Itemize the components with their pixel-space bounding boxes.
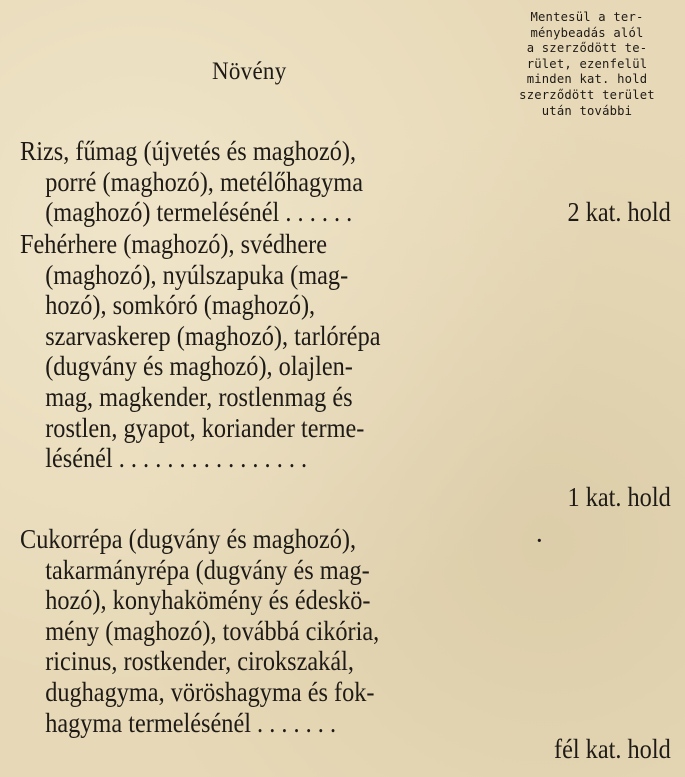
row-text-line: mag, magkender, rostlenmag és — [45, 381, 353, 412]
table-row — [20, 229, 498, 474]
table-row — [20, 524, 498, 738]
row-text-line: takarmányrépa (dugvány és mag- — [45, 554, 370, 585]
column-header-plant: Növény — [212, 58, 287, 85]
row-text-line: Rizs, fűmag (újvetés és maghozó), — [20, 136, 357, 166]
row-value: fél kat. hold — [554, 734, 671, 764]
row-text-line: porré (maghozó), metélőhagyma — [45, 166, 363, 197]
row-text-line: szarvaskerep (maghozó), tarlórépa — [45, 320, 381, 351]
row-text-line: (dugvány és maghozó), olajlen- — [45, 351, 353, 382]
row-text-line: (maghozó), nyúlszapuka (mag- — [45, 259, 349, 290]
row-text-line: rostlen, gyapot, koriander terme- — [45, 412, 365, 443]
header-line: után további — [541, 103, 633, 118]
table-row — [20, 136, 498, 228]
row-text-line: ricinus, rostkender, cirokszakál, — [45, 646, 354, 677]
row-text-line: Fehérhere (maghozó), svédhere — [20, 229, 327, 259]
row-value: 1 kat. hold — [567, 482, 671, 512]
row-text-line: hozó), konyhakömény és édeskö- — [45, 585, 371, 616]
column-header-exemption — [494, 10, 680, 119]
row-text-line: lésénél . . . . . . . . . . . . . . . . — [45, 443, 308, 474]
header-line: szerződött terület — [519, 87, 655, 102]
row-text-line: (maghozó) termelésénél . . . . . . — [45, 197, 353, 228]
header-line: minden kat. hold — [526, 72, 648, 87]
print-speck: · — [536, 530, 543, 552]
row-text-line: hozó), somkóró (maghozó), — [45, 290, 316, 321]
row-text-line: dughagyma, vöröshagyma és fok- — [45, 676, 375, 707]
row-text-line: mény (maghozó), továbbá cikória, — [45, 615, 380, 646]
header-line: rület, ezenfelül — [526, 56, 648, 71]
row-text-line: Cukorrépa (dugvány és maghozó), — [20, 524, 357, 554]
row-text-line: hagyma termelésénél . . . . . . . — [45, 707, 337, 738]
row-value: 2 kat. hold — [567, 197, 671, 227]
header-line: a szerződött te- — [526, 41, 648, 56]
header-line: ménybeadás alól — [530, 25, 644, 40]
header-line: Mentesül a ter- — [530, 10, 644, 24]
